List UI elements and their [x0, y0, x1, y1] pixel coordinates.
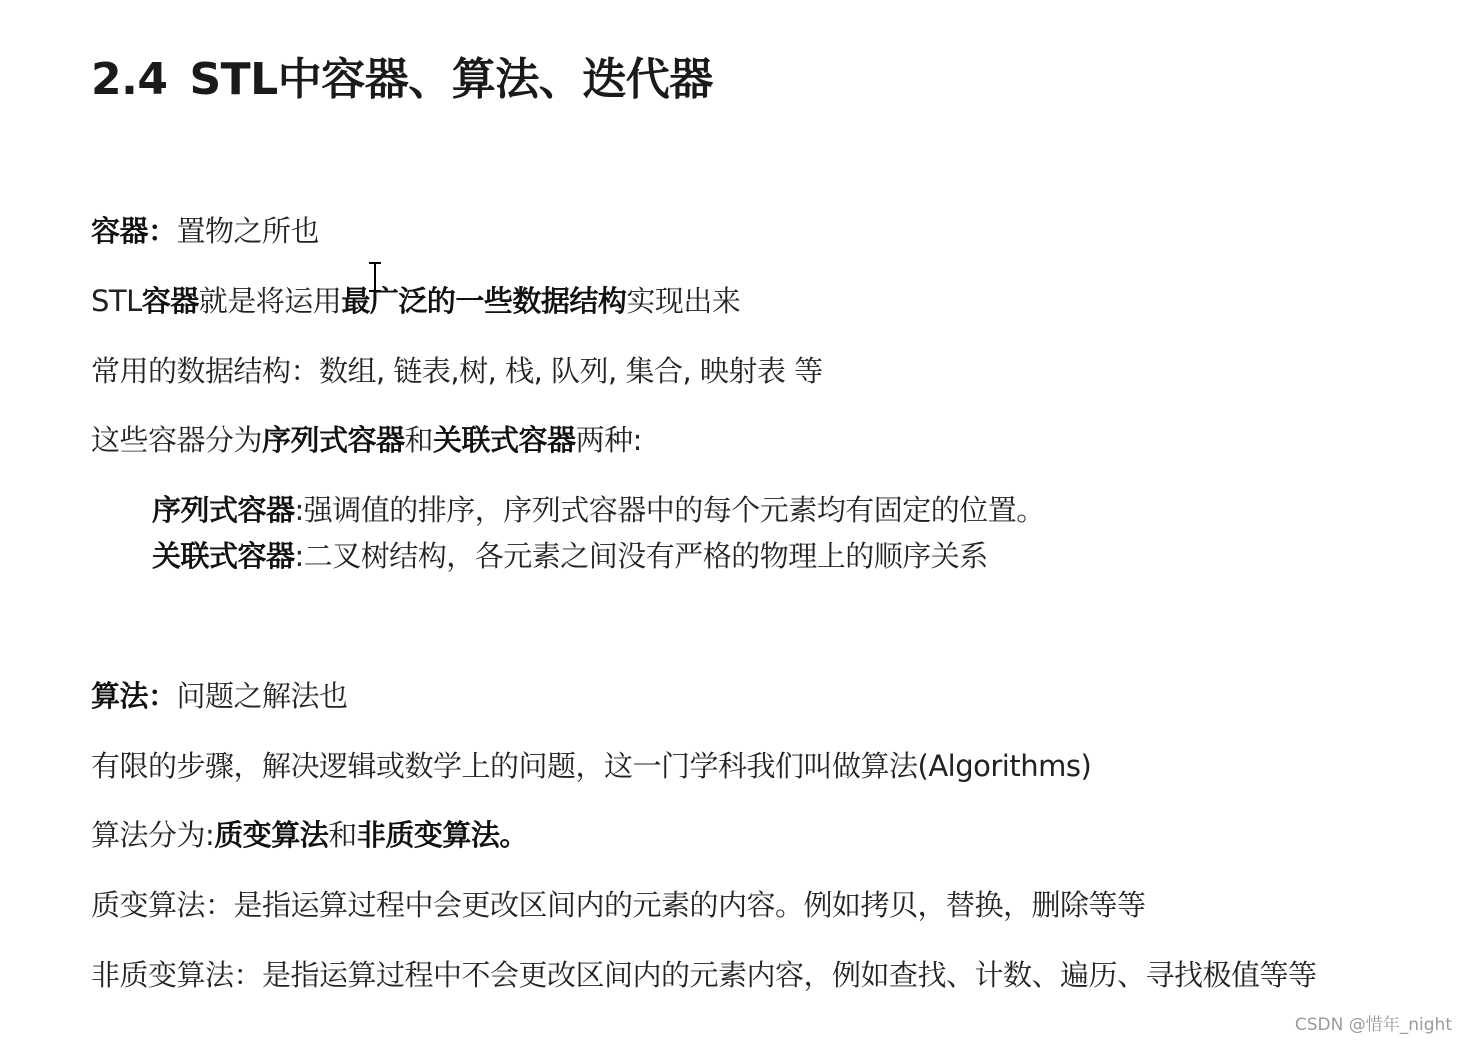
section-heading: [91, 52, 713, 108]
sequence-container-bold: 序列式容器: [262, 423, 405, 457]
sequence-container-text: :强调值的排序，序列式容器中的每个元素均有固定的位置。: [294, 493, 1045, 527]
containers-definition: 置物之所也: [176, 214, 320, 248]
non-mutating-algorithm-bold: 非质变算法。: [356, 818, 528, 852]
section-number: 2.4: [91, 54, 168, 105]
algorithm-kinds-intro: 算法分为:: [91, 818, 215, 852]
watermark: CSDN @惜年_night: [1294, 1015, 1452, 1035]
associative-container-label: 关联式容器: [152, 539, 295, 573]
common-structures-line: 常用的数据结构：数组, 链表,树, 栈, 队列, 集合, 映射表 等: [91, 354, 823, 388]
section-title: STL中容器、算法、迭代器: [189, 54, 713, 105]
algorithms-label: 算法：: [91, 679, 177, 713]
stl-container-line: [91, 281, 740, 321]
sequence-container-line: [152, 490, 1045, 530]
stl-mid-text: 就是将运用: [198, 284, 342, 318]
stl-text: STL: [91, 284, 142, 318]
associative-container-line: [152, 536, 988, 576]
sequence-container-label: 序列式容器: [152, 493, 295, 527]
container-bold-text: 容器: [141, 284, 199, 318]
kinds-intro-text: 这些容器分为: [91, 423, 263, 457]
kinds-and-text: 和: [404, 423, 434, 457]
mutating-algorithm-line: 质变算法：是指运算过程中会更改区间内的元素的内容。例如拷贝，替换，删除等等: [91, 888, 1146, 922]
containers-definition-line: [91, 211, 319, 251]
algorithm-kinds-line: [91, 815, 528, 855]
associative-container-bold: 关联式容器: [433, 423, 576, 457]
algorithms-description-line: 有限的步骤，解决逻辑或数学上的问题，这一门学科我们叫做算法(Algorithms): [91, 749, 1092, 783]
container-kinds-line: [91, 420, 642, 460]
data-structures-bold-text: 最广泛的一些数据结构: [341, 284, 627, 318]
associative-container-text: :二叉树结构，各元素之间没有严格的物理上的顺序关系: [294, 539, 988, 573]
mutating-algorithm-bold: 质变算法: [214, 818, 329, 852]
algorithm-kinds-and: 和: [328, 818, 357, 852]
algorithms-definition-line: [91, 676, 348, 716]
non-mutating-algorithm-line: 非质变算法：是指运算过程中不会更改区间内的元素内容，例如查找、计数、遍历、寻找极值等等: [91, 958, 1317, 992]
stl-end-text: 实现出来: [626, 284, 741, 318]
algorithms-definition: 问题之解法也: [176, 679, 348, 713]
kinds-end-text: 两种:: [575, 423, 642, 457]
containers-label: 容器：: [91, 214, 177, 248]
